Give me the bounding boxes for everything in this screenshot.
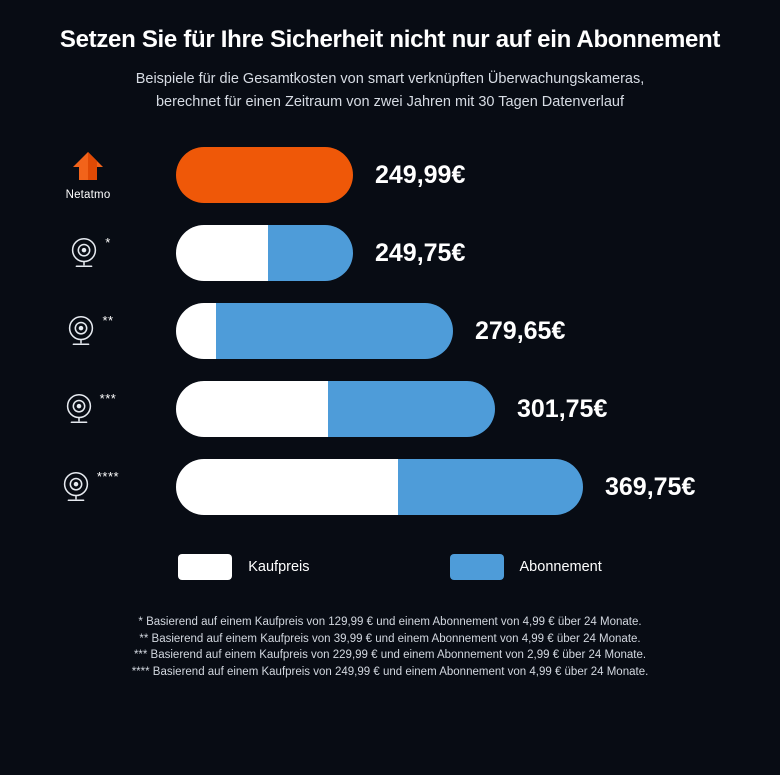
camera-icon-wrap xyxy=(60,390,117,428)
legend-label-kaufpreis: Kaufpreis xyxy=(248,559,310,575)
bar-cell xyxy=(176,225,465,281)
legend-item-kaufpreis xyxy=(178,554,309,580)
bar-segment-abonnement xyxy=(398,459,583,515)
bar-camera-4 xyxy=(176,459,583,515)
bar-value-label: 369,75€ xyxy=(605,472,696,501)
row-label-camera-1 xyxy=(0,234,176,272)
footnote-2: ** Basierend auf einem Kaufpreis von 39,99 € und einem Abonnement von 4,99 € über 24 Monate. xyxy=(139,632,641,645)
footnote-marker: **** xyxy=(96,469,120,484)
camera-icon-wrap xyxy=(62,312,113,350)
bar-chart xyxy=(0,136,780,526)
page-subtitle xyxy=(0,68,780,114)
bar-segment-total xyxy=(176,147,353,203)
row-label-camera-4 xyxy=(0,468,176,506)
camera-icon xyxy=(60,390,98,428)
bar-cell xyxy=(176,303,565,359)
footnote-3: *** Basierend auf einem Kaufpreis von 229,99 € und einem Abonnement von 2,99 € über 24 Monate. xyxy=(133,649,647,661)
netatmo-house-icon xyxy=(71,150,105,184)
chart-row xyxy=(0,292,780,370)
footnote-marker: * xyxy=(105,235,111,250)
bar-segment-abonnement xyxy=(216,303,453,359)
bar-segment-kaufpreis xyxy=(176,303,216,359)
chart-row xyxy=(0,448,780,526)
footnote-marker: *** xyxy=(99,391,117,406)
bar-cell xyxy=(176,147,465,203)
legend-swatch-kaufpreis xyxy=(178,554,232,580)
camera-icon-wrap xyxy=(65,234,111,272)
bar-cell xyxy=(176,381,607,437)
bar-segment-kaufpreis xyxy=(176,225,268,281)
footnote-4: **** Basierend auf einem Kaufpreis von 249,99 € und einem Abonnement von 4,99 € über 24 Monate. xyxy=(131,665,649,678)
bar-cell xyxy=(176,459,695,515)
bar-segment-abonnement xyxy=(268,225,353,281)
chart-row xyxy=(0,136,780,214)
legend-item-abonnement xyxy=(450,554,602,580)
camera-icon xyxy=(62,312,100,350)
chart-row xyxy=(0,214,780,292)
subtitle-line-1: Beispiele für die Gesamtkosten von smart verknüpften Überwachungskameras, xyxy=(135,71,645,87)
netatmo-wordmark: Netatmo xyxy=(65,188,111,201)
bar-value-label: 301,75€ xyxy=(517,394,608,423)
subtitle-line-2: berechnet für einen Zeitraum von zwei Jahren mit 30 Tagen Datenverlauf xyxy=(155,94,625,110)
bar-camera-2 xyxy=(176,303,453,359)
legend-swatch-abonnement xyxy=(450,554,504,580)
bar-netatmo xyxy=(176,147,353,203)
row-label-camera-2 xyxy=(0,312,176,350)
camera-icon-wrap xyxy=(57,468,119,506)
chart-row xyxy=(0,370,780,448)
row-label-netatmo xyxy=(0,150,176,201)
netatmo-logo xyxy=(66,150,111,201)
bar-segment-abonnement xyxy=(328,381,495,437)
chart-legend xyxy=(0,554,780,580)
camera-icon xyxy=(65,234,103,272)
row-label-camera-3 xyxy=(0,390,176,428)
footnote-marker: ** xyxy=(102,313,114,328)
bar-value-label: 249,99€ xyxy=(375,160,466,189)
bar-value-label: 279,65€ xyxy=(475,316,566,345)
camera-icon xyxy=(57,468,95,506)
bar-camera-1 xyxy=(176,225,353,281)
bar-camera-3 xyxy=(176,381,495,437)
footnote-1: * Basierend auf einem Kaufpreis von 129,99 € und einem Abonnement von 4,99 € über 24 Monate. xyxy=(138,616,642,628)
bar-segment-kaufpreis xyxy=(176,459,398,515)
bar-segment-kaufpreis xyxy=(176,381,328,437)
bar-value-label: 249,75€ xyxy=(375,238,466,267)
page-title: Setzen Sie für Ihre Sicherheit nicht nur auf ein Abonnement xyxy=(59,26,721,53)
legend-label-abonnement: Abonnement xyxy=(519,559,602,575)
footnotes xyxy=(0,614,780,680)
